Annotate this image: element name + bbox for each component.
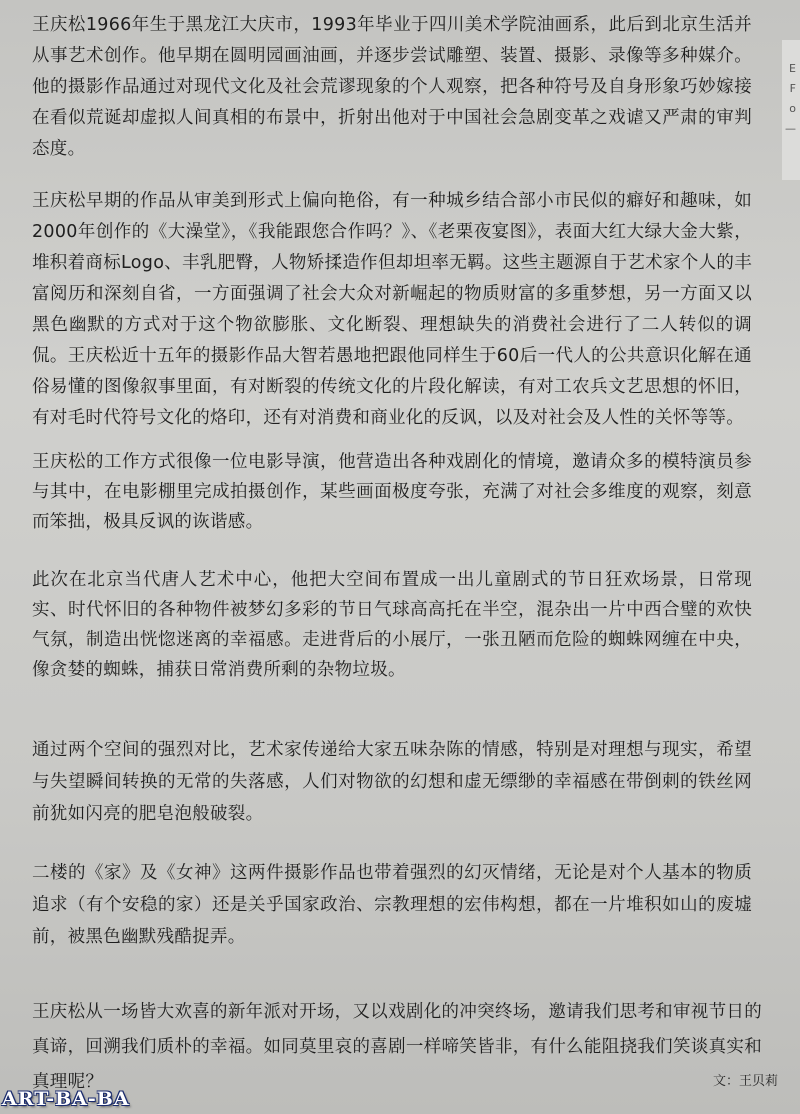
author-signature: 文：王贝莉 bbox=[712, 1074, 778, 1089]
watermark-logo: ART-BA-BA bbox=[2, 1088, 130, 1110]
paragraph-contrast: 通过两个空间的强烈对比，艺术家传递给大家五味杂陈的情感，特别是对理想与现实，希望与失望瞬间转换的无常的失落感，人们对物欲的幻想和虚无缥缈的幸福感在带倒刺的铁丝网前犹如闪亮的肥皂泡般破裂。 bbox=[32, 740, 752, 824]
paragraph-working-method: 王庆松的工作方式很像一位电影导演，他营造出各种戏剧化的情境，邀请众多的模特演员参与其中，在电影棚里完成拍摄创作，某些画面极度夸张，充满了对社会多维度的观察，刻意而笨拙，极具反讽的诙谐感。 bbox=[32, 452, 752, 532]
paragraph-early-works: 王庆松早期的作品从审美到形式上偏向艳俗，有一种城乡结合部小市民似的癖好和趣味，如2000年创作的《大澡堂》，《我能跟您合作吗？》、《老栗夜宴图》，表面大红大绿大金大紫，堆积着商标Logo、丰乳肥臀，人物矫揉造作但却坦率无羁。这些主题源自于艺术家个人的丰富阅历和深刻自省，一方面强调了社会大众对新崛起的物质财富的多重梦想，另一方面又以黑色幽默的方式对于这个物欲膨胀、文化断裂、理想缺失的消费社会进行了二人转似的调侃。王庆松近十五年的摄影作品大智若愚地把跟他同样生于60后一代人的公共意识化解在通俗易懂的图像叙事里面，有对断裂的传统文化的片段化解读，有对工农兵文艺思想的怀旧，有对毛时代符号文化的烙印，还有对消费和商业化的反讽，以及对社会及人性的关怀等等。 bbox=[32, 191, 752, 428]
adjacent-page-text: o bbox=[789, 102, 796, 115]
paragraph-exhibition-space: 此次在北京当代唐人艺术中心，他把大空间布置成一出儿童剧式的节日狂欢场景，日常现实、时代怀旧的各种物件被梦幻多彩的节日气球高高托在半空，混杂出一片中西合璧的欢快气氛，制造出恍惚迷离的幸福感。走进背后的小展厅，一张丑陋而危险的蜘蛛网缠在中央，像贪婪的蜘蛛，捕获日常消费所剩的杂物垃圾。 bbox=[32, 570, 752, 680]
paragraph-second-floor: 二楼的《家》及《女神》这两件摄影作品也带着强烈的幻灭情绪，无论是对个人基本的物质追求（有个安稳的家）还是关乎国家政治、宗教理想的宏伟构想，都在一片堆积如山的废墟前，被黑色幽默残酷捉弄。 bbox=[32, 863, 752, 947]
paragraph-artist-bio: 王庆松1966年生于黑龙江大庆市，1993年毕业于四川美术学院油画系，此后到北京生活并从事艺术创作。他早期在圆明园画油画，并逐步尝试雕塑、装置、摄影、录像等多种媒介。他的摄影作品通过对现代文化及社会荒谬现象的个人观察，把各种符号及自身形象巧妙嫁接在看似荒诞却虚拟人间真相的布景中，折射出他对于中国社会急剧变革之戏谑又严肃的审判态度。 bbox=[32, 15, 752, 159]
adjacent-page-text: E bbox=[789, 62, 796, 75]
paragraph-conclusion: 王庆松从一场皆大欢喜的新年派对开场，又以戏剧化的冲突终场，邀请我们思考和审视节日的真谛，回溯我们质朴的幸福。如同莫里哀的喜剧一样啼笑皆非，有什么能阻挠我们笑谈真实和真理呢？ bbox=[32, 1002, 762, 1092]
adjacent-page-text: F bbox=[789, 82, 796, 95]
adjacent-page-text: — bbox=[785, 122, 796, 135]
